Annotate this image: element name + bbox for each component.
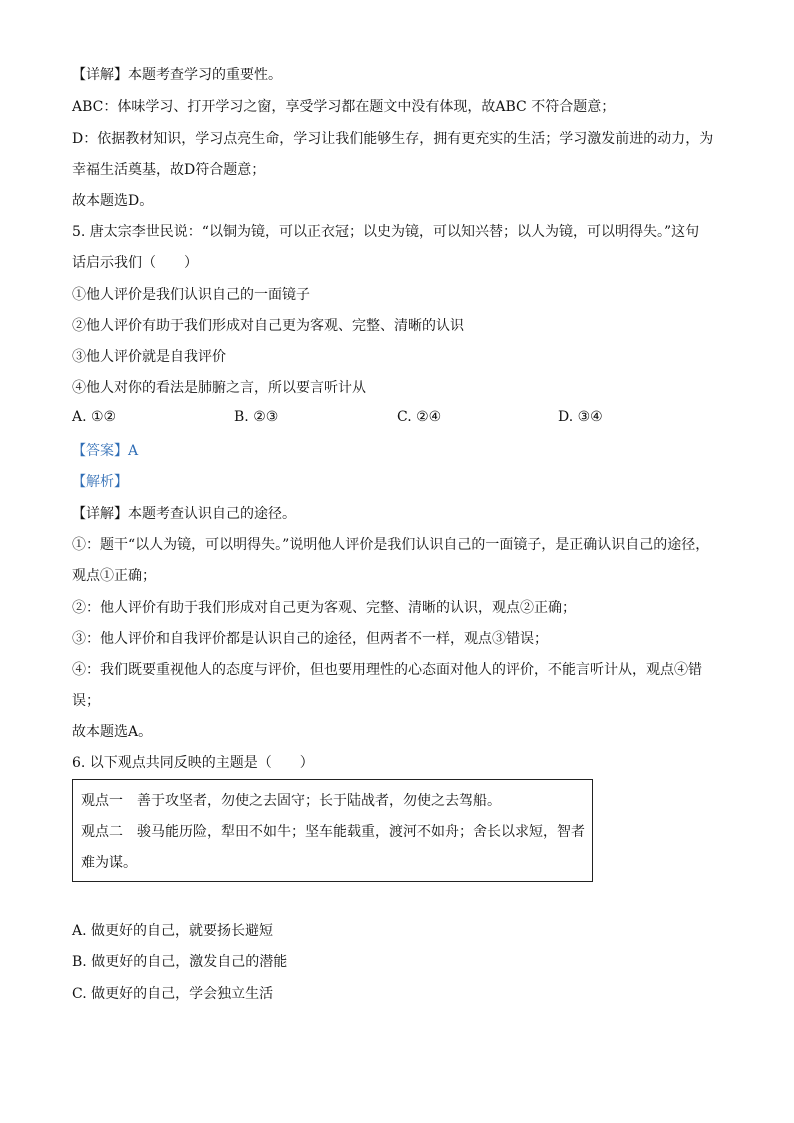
q6-box-line2: 观点二 骏马能历险，犁田不如牛；坚车能载重，渡河不如舟；舍长以求短，智者 — [81, 824, 585, 840]
q5-statement: ③他人评价就是自我评价 — [72, 349, 226, 365]
q5-explanation-1-line2: 观点①正确； — [72, 568, 156, 584]
q5-explanation-2: ②：他人评价有助于我们形成对自己更为客观、完整、清晰的认识，观点②正确； — [72, 600, 576, 616]
q5-options — [72, 409, 722, 429]
q4-d-explanation-line1: D：依据教材知识，学习点亮生命，学习让我们能够生存，拥有更充实的生活；学习激发前进的动力，为 — [72, 131, 714, 147]
q6-quote-box — [72, 779, 593, 882]
q5-explanation-4-line1: ④：我们既要重视他人的态度与评价，但也要用理性的心态面对他人的评价，不能言听计从，观点④错 — [72, 662, 702, 678]
q5-stem-line2: 话启示我们（ ） — [72, 255, 198, 271]
q4-d-explanation-line2: 幸福生活奠基，故D符合题意； — [72, 162, 266, 178]
q5-conclusion: 故本题选A。 — [72, 724, 153, 740]
q5-option-d: D. ③④ — [558, 409, 603, 425]
q5-analysis-label: 【解析】 — [72, 474, 128, 490]
q5-detail: 【详解】本题考查认识自己的途径。 — [72, 506, 296, 522]
q5-explanation-3: ③：他人评价和自我评价都是认识自己的途径，但两者不一样，观点③错误； — [72, 631, 548, 647]
q4-detail: 【详解】本题考查学习的重要性。 — [72, 67, 282, 83]
q5-statement: ②他人评价有助于我们形成对自己更为客观、完整、清晰的认识 — [72, 318, 464, 334]
q5-answer: 【答案】A — [72, 443, 139, 459]
q4-abc-explanation: ABC：体味学习、打开学习之窗，享受学习都在题文中没有体现，故ABC 不符合题意； — [72, 99, 616, 115]
q5-explanation-1-line1: ①：题干“以人为镜，可以明得失。”说明他人评价是我们认识自己的一面镜子，是正确认识自己的途径， — [72, 537, 710, 553]
q6-option-b: B. 做更好的自己，激发自己的潜能 — [72, 954, 288, 970]
q5-explanation-4-line2: 误； — [72, 693, 100, 709]
q5-statement: ④他人对你的看法是肺腑之言，所以要言听计从 — [72, 380, 366, 396]
q6-box-line3: 难为谋。 — [81, 855, 137, 871]
q6-stem: 6. 以下观点共同反映的主题是（ ） — [72, 755, 314, 771]
q6-option-c: C. 做更好的自己，学会独立生活 — [72, 986, 274, 1002]
q6-option-a: A. 做更好的自己，就要扬长避短 — [72, 923, 274, 939]
q5-option-b: B. ②③ — [234, 409, 279, 425]
q5-option-a: A. ①② — [72, 409, 117, 425]
q4-conclusion: 故本题选D。 — [72, 193, 154, 209]
q5-statement: ①他人评价是我们认识自己的一面镜子 — [72, 287, 310, 303]
q6-box-line1: 观点一 善于攻坚者，勿使之去固守；长于陆战者，勿使之去驾船。 — [81, 793, 501, 809]
q5-option-c: C. ②④ — [397, 409, 442, 425]
q5-stem-line1: 5. 唐太宗李世民说：“以铜为镜，可以正衣冠；以史为镜，可以知兴替；以人为镜，可以明得失。”这句 — [72, 224, 700, 240]
